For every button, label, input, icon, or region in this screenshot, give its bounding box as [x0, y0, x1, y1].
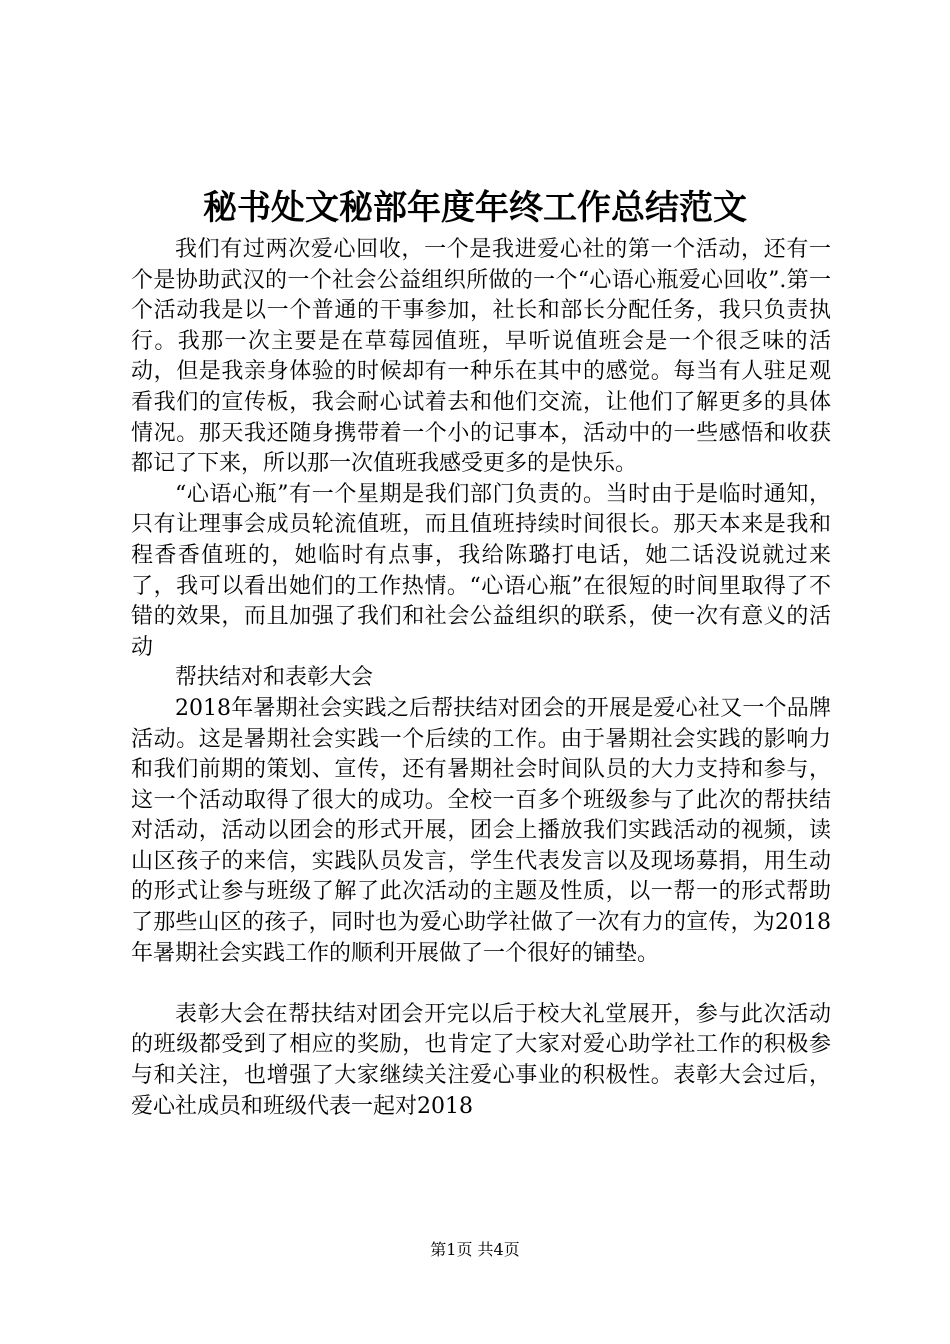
document-title: 秘书处文秘部年度年终工作总结范文: [203, 188, 747, 228]
page-footer: 第1页 共4页: [430, 1240, 520, 1259]
paragraph-commendation-meeting: 表彰大会在帮扶结对团会开完以后于校大礼堂展开，参与此次活动的班级都受到了相应的奖励，也肯定了大家对爱心助学社工作的积极参与和关注，也增强了大家继续关注爱心事业的积极性。表彰大会过后，爱心社成员和班级代表一起对2018: [131, 1001, 831, 1119]
document-body: [131, 235, 831, 1122]
paragraph-recycling: 我们有过两次爱心回收，一个是我进爱心社的第一个活动，还有一个是协助武汉的一个社会公益组织所做的一个“心语心瓶爱心回收”.第一个活动我是以一个普通的干事参加，社长和部长分配任务，我只负责执行。我那一次主要是在草莓园值班，早听说值班会是一个很乏味的活动，但是我亲身体验的时候却有一种乐在其中的感觉。每当有人驻足观看我们的宣传板，我会耐心试着去和他们交流，让他们了解更多的具体情况。那天我还随身携带着一个小的记事本，活动中的一些感悟和收获都记了下来，所以那一次值班我感受更多的是快乐。: [131, 237, 831, 477]
paragraph-pairing-meeting: 2018年暑期社会实践之后帮扶结对团会的开展是爱心社又一个品牌活动。这是暑期社会实践一个后续的工作。由于暑期社会实践的影响力和我们前期的策划、宣传，还有暑期社会时间队员的大力支持和参与，这一个活动取得了很大的成功。全校一百多个班级参与了此次的帮扶结对活动，活动以团会的形式开展，团会上播放我们实践活动的视频，读山区孩子的来信，实践队员发言，学生代表发言以及现场募捐，用生动的形式让参与班级了解了此次活动的主题及性质，以一帮一的形式帮助了那些山区的孩子，同时也为爱心助学社做了一次有力的宣传，为2018年暑期社会实践工作的顺利开展做了一个很好的铺垫。: [131, 695, 831, 966]
paragraph-xinyu-xinping: “心语心瓶”有一个星期是我们部门负责的。当时由于是临时通知，只有让理事会成员轮流值班，而且值班持续时间很长。那天本来是我和程香香值班的，她临时有点事，我给陈璐打电话，她二话没说就过来了，我可以看出她们的工作热情。“心语心瓶”在很短的时间里取得了不错的效果，而且加强了我们和社会公益组织的联系，使一次有意义的活动: [131, 481, 831, 660]
section-heading-pairing-commendation: 帮扶结对和表彰大会: [175, 665, 374, 691]
